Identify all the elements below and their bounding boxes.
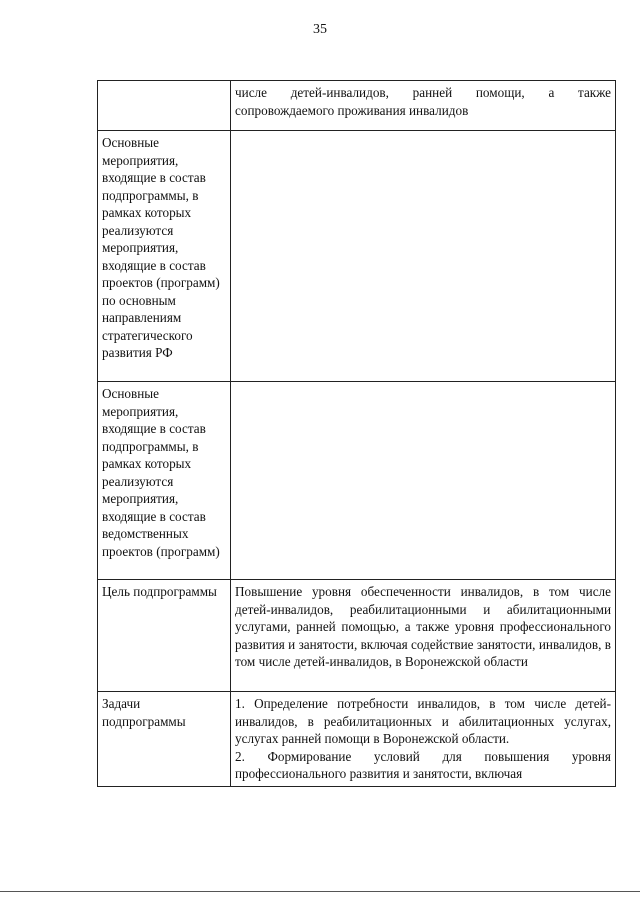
goal-text: Повышение уровня обеспеченности инвалидов, в том числе детей-инвалидов, реабилитационными и абилитационными услугами, ранней помощью, а также уровня профессионального развития и занятости, включая содействие занятости, инвалидов, в том числе детей-инвалидов, в Воронежской области <box>235 584 611 669</box>
table-row <box>98 382 616 580</box>
row-content-goal <box>231 580 616 692</box>
table-row <box>98 580 616 692</box>
row-content-strategic-projects <box>231 131 616 382</box>
passport-table <box>97 80 616 787</box>
row-label-empty <box>98 81 231 131</box>
table-row <box>98 692 616 787</box>
row-content-tasks <box>231 692 616 787</box>
page-number: 35 <box>313 22 327 37</box>
row-label-goal: Цель подпрограммы <box>98 580 231 692</box>
row-content-departmental-projects <box>231 382 616 580</box>
row-label-strategic-projects: Основные мероприятия, входящие в состав подпрограммы, в рамках которых реализуются мероприятия, входящие в состав проектов (программ) по основным направлениям стратегического развития РФ <box>98 131 231 382</box>
table-row <box>98 81 616 131</box>
table-row <box>98 131 616 382</box>
page-bottom-divider <box>0 891 640 892</box>
row-label-tasks: Задачи подпрограммы <box>98 692 231 787</box>
row-content-continuation <box>231 81 616 131</box>
task-item-1: 1. Определение потребности инвалидов, в том числе детей-инвалидов, в реабилитационных и абилитационных услугах, услугах ранней помощи в Воронежской области. <box>235 696 611 746</box>
row-label-departmental-projects: Основные мероприятия, входящие в состав подпрограммы, в рамках которых реализуются мероприятия, входящие в состав ведомственных проектов (программ) <box>98 382 231 580</box>
task-item-2: 2. Формирование условий для повышения уровня профессионального развития и занятости, включая <box>235 748 611 781</box>
continuation-text: числе детей-инвалидов, ранней помощи, а также сопровождаемого проживания инвалидов <box>235 85 611 118</box>
